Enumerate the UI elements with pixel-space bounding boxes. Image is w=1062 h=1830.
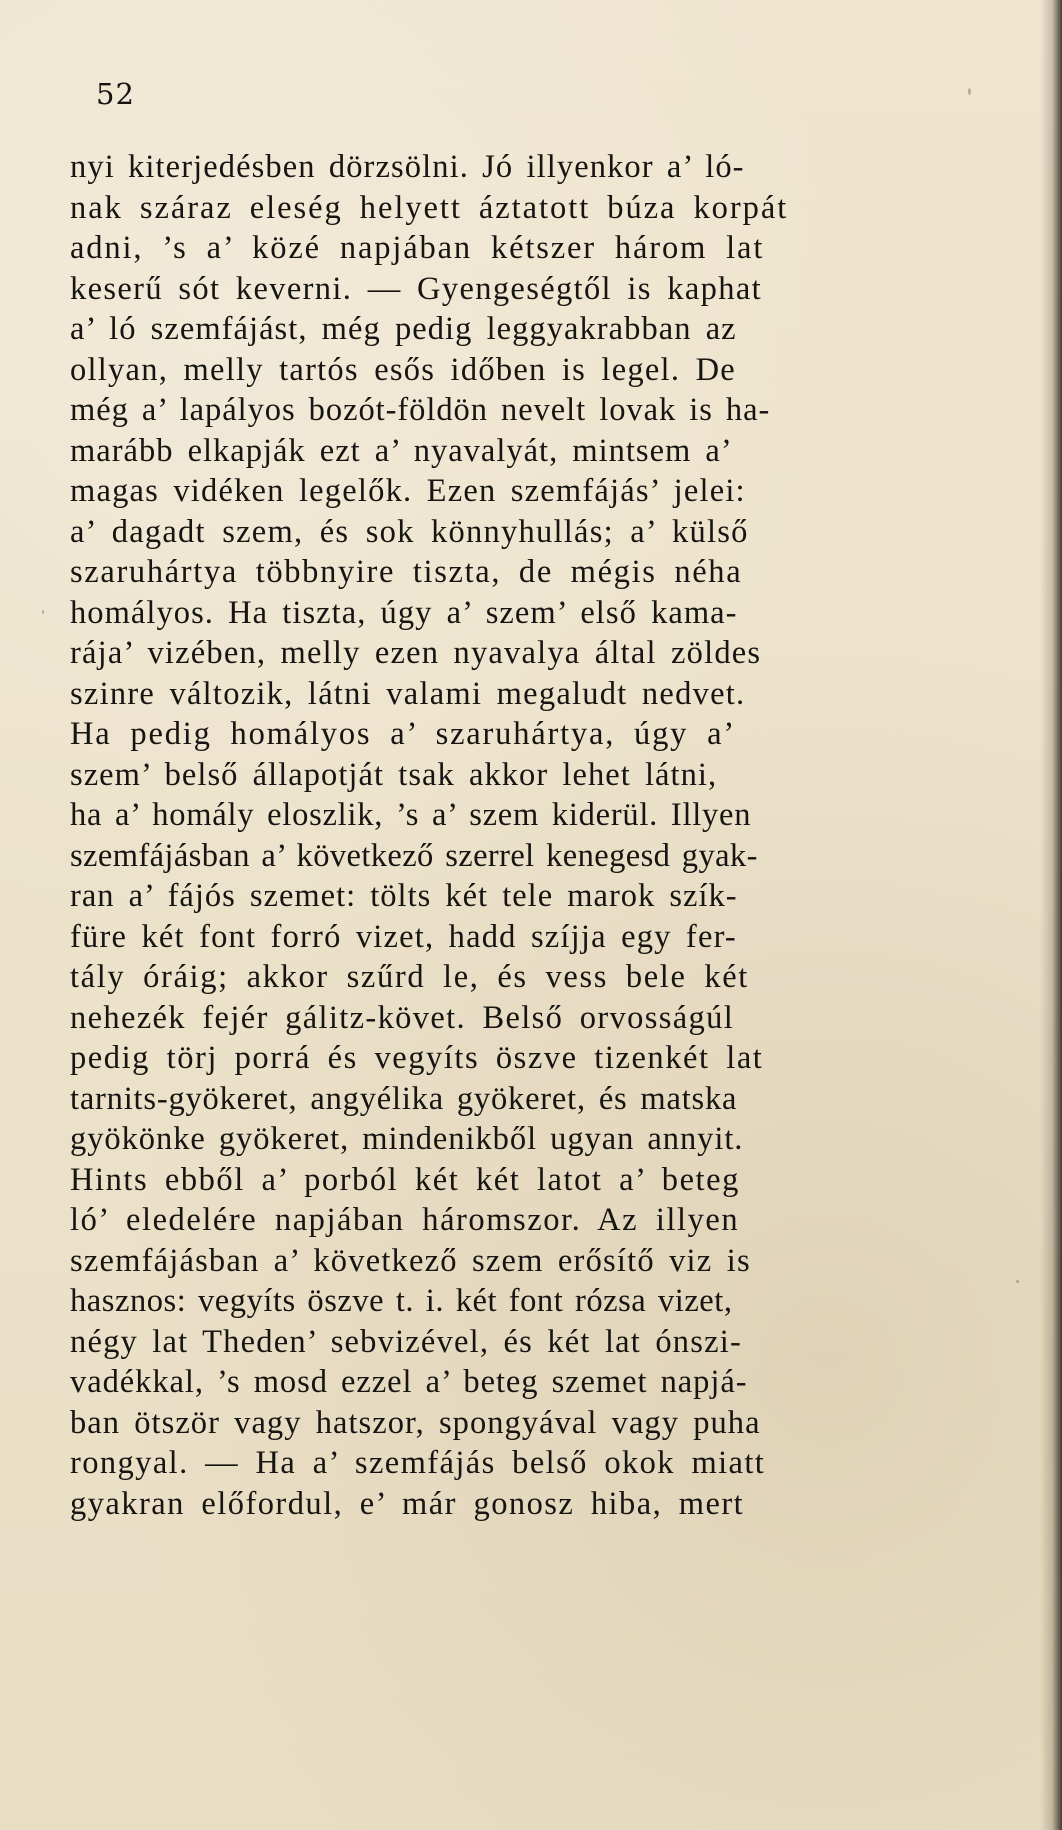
text-line: szinre változik, látni valami megaludt nedvet. — [70, 675, 746, 712]
text-line: nyi kiterjedésben dörzsölni. Jó illyenkor a’ ló- — [70, 149, 745, 185]
text-line: ollyan, melly tartós esős időben is legel. De — [70, 351, 736, 388]
text-line: pedig törj porrá és vegyíts öszve tizenkét lat — [70, 1040, 764, 1076]
text-line: a’ ló szemfájást, még pedig leggyakrabban az — [70, 311, 737, 347]
text-line: még a’ lapályos bozót-földön nevelt lovak is ha- — [70, 392, 771, 428]
text-line: adni, ’s a’ közé napjában kétszer három lat — [70, 230, 765, 266]
paper-speck — [1016, 1280, 1019, 1283]
text-line: füre két font forró vizet, hadd szíjja egy fer- — [70, 918, 737, 955]
text-line: nak száraz eleség helyett áztatott búza korpát — [70, 189, 789, 226]
paper-speck — [968, 88, 971, 95]
text-line: gyakran előfordul, e’ már gonosz hiba, mert — [70, 1485, 745, 1522]
text-line: szaruhártya többnyire tiszta, de mégis néha — [70, 554, 743, 590]
text-line: rája’ vizében, melly ezen nyavalya által zöldes — [70, 635, 762, 671]
body-text — [70, 147, 1005, 1524]
text-line: keserű sót keverni. — Gyengeségtől is kaphat — [70, 270, 762, 307]
text-line: marább elkapják ezt a’ nyavalyát, mintsem a’ — [70, 432, 733, 469]
text-line: szemfájásban a’ következő szerrel kenegesd gyak- — [70, 837, 758, 874]
text-line: magas vidéken legelők. Ezen szemfájás’ jelei: — [70, 473, 746, 509]
text-line: ran a’ fájós szemet: tölts két tele marok szík- — [70, 878, 738, 914]
text-line: homályos. Ha tiszta, úgy a’ szem’ első kama- — [70, 594, 738, 631]
text-line: tály óráig; akkor szűrd le, és vess bele két — [70, 959, 749, 995]
text-line: Hints ebből a’ porból két két latot a’ beteg — [70, 1161, 740, 1198]
text-line: szemfájásban a’ következő szem erősítő viz is — [70, 1242, 751, 1279]
text-line: négy lat Theden’ sebvizével, és két lat ónszi- — [70, 1323, 742, 1360]
page-number: 52 — [96, 77, 135, 111]
text-line: ban ötször vagy hatszor, spongyával vagy puha — [70, 1404, 761, 1441]
paper-speck — [42, 610, 44, 614]
text-line: a’ dagadt szem, és sok könnyhullás; a’ külső — [70, 513, 749, 550]
text-line: vadékkal, ’s mosd ezzel a’ beteg szemet napjá- — [70, 1364, 748, 1400]
text-line: rongyal. — Ha a’ szemfájás belső okok miatt — [70, 1445, 766, 1481]
text-line: hasznos: vegyíts öszve t. i. két font rózsa vizet, — [70, 1283, 733, 1319]
page-edge-shadow — [1040, 0, 1062, 1830]
text-line: nehezék fejér gálitz-követ. Belső orvosságúl — [70, 999, 735, 1036]
text-line: Ha pedig homályos a’ szaruhártya, úgy a’ — [70, 716, 736, 752]
text-line: ló’ eledelére napjában háromszor. Az illyen — [70, 1202, 740, 1238]
text-line: ha a’ homály eloszlik, ’s a’ szem kiderül. Illyen — [70, 797, 752, 833]
text-line: szem’ belső állapotját tsak akkor lehet látni, — [70, 756, 718, 793]
text-line: gyökönke gyökeret, mindenikből ugyan annyit. — [70, 1121, 744, 1157]
text-line: tarnits-gyökeret, angyélika gyökeret, és matska — [70, 1080, 738, 1117]
